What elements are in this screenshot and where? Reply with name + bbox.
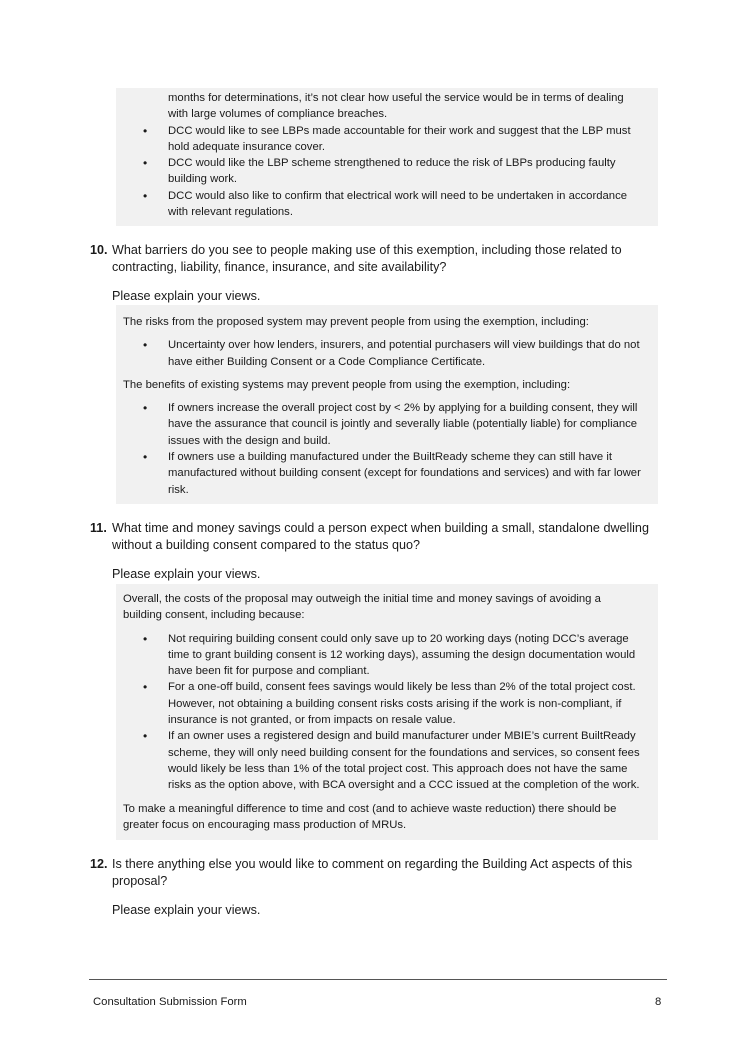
continuation-text: months for determinations, it’s not clear how useful the service would be in terms of dealing with large volumes of compliance breaches. bbox=[168, 92, 624, 121]
list-item: • If owners use a building manufactured under the BuiltReady scheme they can still have it manufactured without building consent (except for foundations and services) and with far lower risk. bbox=[116, 449, 650, 498]
question-10 bbox=[90, 242, 650, 276]
intro-text: The benefits of existing systems may prevent people from using the exemption, including: bbox=[123, 378, 571, 391]
response-box-top bbox=[116, 88, 658, 226]
question-12 bbox=[90, 856, 650, 890]
bullet-list bbox=[116, 337, 658, 370]
list-item: • Uncertainty over how lenders, insurers, and potential purchasers will view buildings that do not have either Building Consent or a Code Compliance Certificate. bbox=[116, 337, 644, 370]
intro-text: The risks from the proposed system may prevent people from using the exemption, including: bbox=[123, 316, 589, 328]
question-10-prompt: Please explain your views. bbox=[112, 289, 261, 303]
list-item: • If owners increase the overall project cost by < 2% by applying for a building consent, they will have the assurance that council is jointly and severally liable (potentially liable) for compliance issues with the design and build. bbox=[116, 400, 650, 449]
question-number: 12. bbox=[90, 857, 108, 871]
question-number: 11. bbox=[90, 521, 107, 535]
list-item: • DCC would like to see LBPs made accountable for their work and suggest that the LBP must hold adequate insurance cover. bbox=[116, 123, 644, 156]
list-item: • For a one-off build, consent fees savings would likely be less than 2% of the total project cost. However, not obtaining a building consent risks costs arising if the work is non-compliant, if insurance is not granted, or from impacts on resale value. bbox=[116, 679, 650, 728]
question-text: What barriers do you see to people making use of this exemption, including those related to contracting, liability, finance, insurance, and site availability? bbox=[112, 243, 622, 274]
question-12-prompt: Please explain your views. bbox=[112, 903, 261, 917]
footer-divider bbox=[89, 979, 667, 980]
list-item: • DCC would like the LBP scheme strengthened to reduce the risk of LBPs producing faulty building work. bbox=[116, 155, 644, 188]
question-11 bbox=[90, 520, 650, 554]
bullet-list bbox=[116, 123, 658, 221]
question-number: 10. bbox=[90, 243, 108, 257]
footer-title: Consultation Submission Form bbox=[93, 996, 247, 1008]
response-box-q10 bbox=[116, 305, 658, 504]
question-text: Is there anything else you would like to comment on regarding the Building Act aspects of this proposal? bbox=[112, 857, 633, 888]
response-box-q11 bbox=[116, 584, 658, 840]
page-number: 8 bbox=[655, 996, 662, 1008]
question-11-prompt: Please explain your views. bbox=[112, 567, 261, 581]
intro-text: Overall, the costs of the proposal may outweigh the initial time and money savings of avoiding a building consent, including because: bbox=[123, 593, 601, 622]
bullet-list bbox=[116, 400, 658, 498]
closing-text: To make a meaningful difference to time and cost (and to achieve waste reduction) there should be greater focus on encouraging mass production of MRUs. bbox=[123, 802, 617, 831]
question-text: What time and money savings could a person expect when building a small, standalone dwelling without a building consent compared to the status quo? bbox=[112, 521, 649, 552]
list-item: • DCC would also like to confirm that electrical work will need to be undertaken in accordance with relevant regulations. bbox=[116, 188, 644, 221]
bullet-list bbox=[116, 631, 658, 794]
list-item: • If an owner uses a registered design and build manufacturer under MBIE’s current BuiltReady scheme, they will only need building consent for the foundations and services, so consent fees would likely be less than 1% of the total project cost. This approach does not have the same risks as the option above, with BCA oversight and a CCC issued at the completion of the work. bbox=[116, 728, 650, 793]
list-item: • Not requiring building consent could only save up to 20 working days (noting DCC’s average time to grant building consent is 12 working days), assuming the design documentation would have been fit for purpose and compliant. bbox=[116, 631, 650, 680]
